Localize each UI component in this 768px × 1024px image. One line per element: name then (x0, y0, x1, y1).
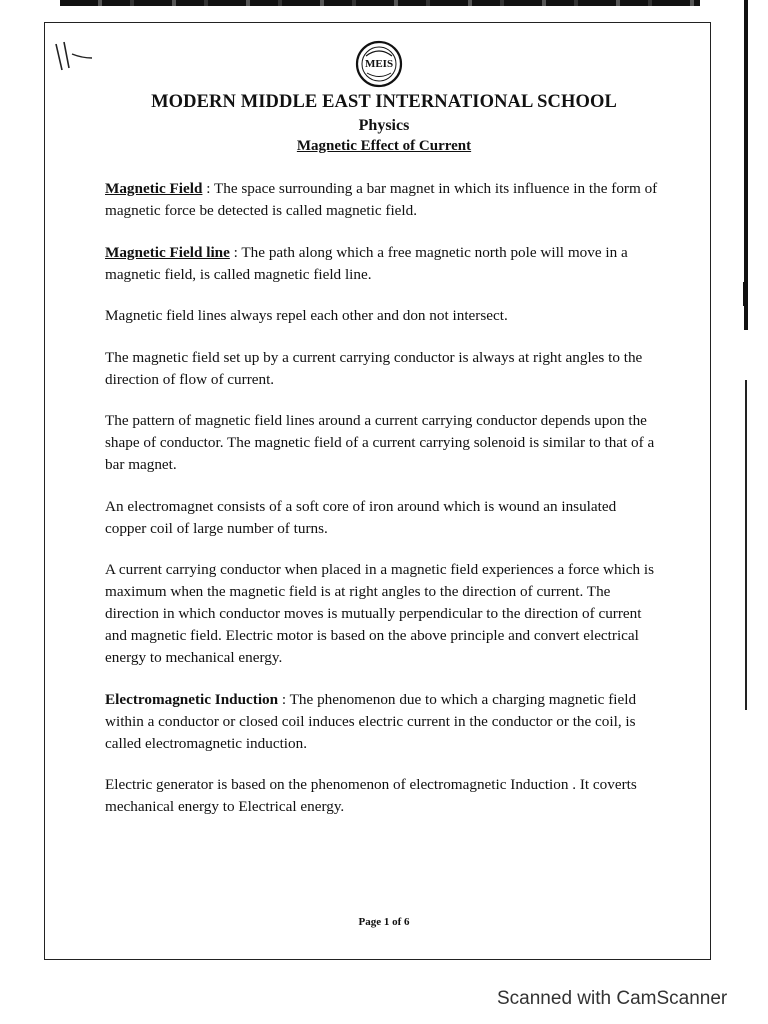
scan-edge-artifact-right-lower (745, 380, 747, 710)
scan-edge-artifact-top (60, 0, 700, 6)
paragraph-text: The phenomenon due to which a charging magnetic field within a conductor or closed coil induces electric current in the conductor or the coil, is called electromagnetic induction. (105, 690, 637, 752)
paragraph-text: The space surrounding a bar magnet in which its influence in the form of magnetic force be detected is called magnetic field. (105, 180, 658, 219)
paragraph-electric-motor: A current carrying conductor when placed in a magnetic field experiences a force which is maximum when the magnetic field is at right angles to the direction of current. The direction in which conductor moves is mutually perpendicular to the direction of current and magnetic field. Electric motor is based on the above principle and convert electrical energy to mechanical energy. (105, 561, 655, 666)
paragraph-electric-generator: Electric generator is based on the phenomenon of electromagnetic Induction . It coverts mechanical energy to Electrical energy. (105, 776, 637, 815)
paragraph-field-right-angles: The magnetic field set up by a current carrying conductor is always at right angles to the direction of flow of current. (105, 348, 643, 388)
paragraph-field-pattern: The pattern of magnetic field lines around a current carrying conductor depends upon the shape of conductor. The magnetic field of a current carrying solenoid is similar to that of a bar magnet. (105, 412, 655, 473)
topic-heading: Magnetic Effect of Current (296, 138, 472, 154)
school-logo (353, 40, 405, 88)
document-body (105, 178, 660, 818)
subject-heading: Physics (358, 117, 410, 134)
definition-electromagnetic-induction: Electromagnetic Induction : The phenomenon due to which a charging magnetic field within a conductor or closed coil induces electric current in the conductor or the coil, is called electromagnetic induction. (105, 690, 637, 752)
scan-edge-artifact-right (744, 0, 748, 330)
paragraph-electromagnet: An electromagnet consists of a soft core of iron around which is wound an insulated copper coil of large number of turns. (105, 497, 617, 537)
term-label: Electromagnetic Induction (105, 690, 279, 708)
school-name-heading: MODERN MIDDLE EAST INTERNATIONAL SCHOOL (151, 92, 617, 112)
term-label: Magnetic Field line (105, 243, 230, 261)
definition-magnetic-field-line: Magnetic Field line : The path along which a free magnetic north pole will move in a magnetic field, is called magnetic field line. (105, 243, 628, 283)
paragraph-field-lines-repel: Magnetic field lines always repel each other and don not intersect. (105, 307, 508, 324)
svg-text:MEIS: MEIS (364, 58, 394, 70)
page-number: Page 1 of 6 (358, 916, 410, 928)
paragraph-text: The path along which a free magnetic north pole will move in a magnetic field, is called magnetic field line. (105, 243, 628, 283)
term-label: Magnetic Field (105, 180, 203, 197)
definition-magnetic-field: Magnetic Field : The space surrounding a bar magnet in which its influence in the form of magnetic force be detected is called magnetic field. (105, 180, 658, 219)
scan-edge-artifact-right-tick (743, 282, 748, 306)
scanner-watermark: Scanned with CamScanner (497, 988, 728, 1009)
